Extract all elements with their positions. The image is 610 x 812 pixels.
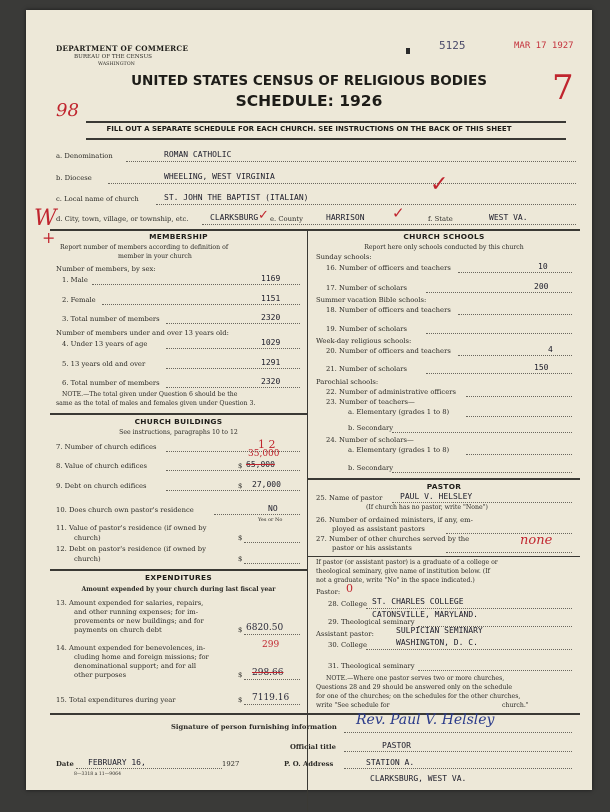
q27-value: none [520,533,553,548]
section-rule [50,713,580,715]
q21-line [426,373,572,374]
received-date-stamp: MAR 17 1927 [514,41,574,51]
q23b-line [392,432,572,433]
schedule-title: SCHEDULE: 1926 [235,92,383,110]
q30-line [366,649,572,650]
section-rule [50,569,307,571]
plus-mark: + [42,228,56,247]
q15-value: 7119.16 [252,693,290,703]
q13-label-2: and other running expenses; for im- [74,608,199,616]
church-name-line [156,204,576,205]
q16-value: 10 [538,262,548,271]
age-label: Number of members under and over 13 years old: [56,329,229,337]
by-sex-label: Number of members, by sex: [56,265,156,273]
form-title: UNITED STATES CENSUS OF RELIGIOUS BODIES [131,73,487,89]
q25-line [392,502,572,503]
po-address-value-2: CLARKSBURG, WEST VA. [370,774,467,783]
q9-value: 27,000 [252,480,281,489]
church-name-value: ST. JOHN THE BAPTIST (ITALIAN) [164,193,309,202]
q13-label: 13. Amount expended for salaries, repairs, [56,599,204,607]
q2-value: 1151 [261,294,281,303]
expenditures-sub: Amount expended by your church during last fiscal year [81,586,276,593]
q19-label: 19. Number of scholars [326,325,408,333]
q13-label-3: provements or new buildings; and for [74,617,204,625]
graduate-note-2: theological seminary, give name of institution below. (If [316,568,490,575]
q20-label: 20. Number of officers and teachers [326,347,451,355]
date-label: Date [56,760,74,768]
q21-value: 150 [534,363,549,372]
q17-value: 200 [534,282,549,291]
dollar-sign: $ [238,462,243,470]
pastor-note: NOTE.—Where one pastor serves two or more churches, [326,675,505,682]
q27-line [446,552,572,553]
q16-label: 16. Number of officers and teachers [326,264,451,272]
date-value: FEBRUARY 16, [88,758,146,767]
membership-intro-2: member in your church [118,253,192,260]
q27-label-2: pastor or his assistants [332,544,412,552]
q9-line [166,490,300,491]
department-name: DEPARTMENT OF COMMERCE [56,44,189,53]
form-number: 8—3318 a 11—9064 [74,772,121,777]
handwritten-98: 98 [56,100,79,121]
graduate-note-3: not a graduate, write "No" in the space indicated.) [316,577,475,584]
q1-label: 1. Male [62,276,88,284]
q7-value: 1 2 [258,438,276,451]
q15-label: 15. Total expenditures during year [56,696,176,704]
q27-label: 27. Number of other churches served by the [316,535,470,543]
q13-line [244,634,300,635]
q8-label: 8. Value of church edifices [56,462,148,470]
q10-label: 10. Does church own pastor's residence [56,506,194,514]
q9-label: 9. Debt on church edifices [56,482,147,490]
expenditures-heading: EXPENDITURES [145,573,212,582]
pastor-heading: PASTOR [426,482,462,491]
diocese-label: b. Diocese [56,174,92,182]
q5-label: 5. 13 years old and over [62,360,146,368]
q20-value: 4 [548,345,553,354]
q18-label: 18. Number of officers and teachers [326,306,451,314]
q23-label: 23. Number of teachers— [326,398,415,406]
q30-value: SULPICIAN SEMINARY [396,626,483,635]
parochial-label: Parochial schools: [316,378,379,386]
po-address-line [344,768,572,769]
q1-line [92,284,300,285]
pastor-note-3: for one of the churches; on the schedules for the other churches, [316,693,521,700]
q14-label-2: cluding home and foreign missions; for [74,653,209,661]
city-line [202,224,576,225]
denomination-label: a. Denomination [56,152,113,160]
dollar-sign: $ [238,671,243,679]
q14-correction: 299 [262,640,280,650]
dollar-sign: $ [238,626,243,634]
q4-value: 1029 [261,338,281,347]
q15-line [244,704,300,705]
q8-line [166,470,300,471]
q21-label: 21. Number of scholars [326,365,408,373]
q26-label: 26. Number of ordained ministers, if any, em- [316,516,473,524]
diocese-line [108,183,576,184]
q5-value: 1291 [261,358,281,367]
q14-label-4: other purposes [74,671,127,679]
city-label: d. City, town, village, or township, etc. [56,215,189,223]
county-value: HARRISON [326,213,365,222]
q23a-label: a. Elementary (grades 1 to 8) [348,408,450,416]
signature-label: Signature of person furnishing information [171,723,337,731]
q14-value: 298.66 [252,668,284,678]
q16-line [458,272,572,273]
q26-line [446,533,572,534]
q6-line [166,387,300,388]
q17-line [426,292,572,293]
q14-line [244,679,300,680]
q23b-label: b. Secondary [348,424,394,432]
sunday-label: Sunday schools: [316,253,372,261]
official-title-line [344,751,572,752]
membership-intro: Report number of members according to definition of [60,244,229,251]
q3-value: 2320 [261,313,281,322]
buildings-heading: CHURCH BUILDINGS [134,417,223,426]
pastor-label: Pastor: [316,588,341,596]
q14-label-3: denominational support; and for all [74,662,197,670]
po-address-label: P. O. Address [284,760,334,768]
yes-no-hint: Yes or No [258,517,283,523]
q20-line [458,355,572,356]
q24a-line [466,454,572,455]
po-address-value: STATION A. [366,758,415,767]
dollar-sign: $ [238,534,243,542]
q5-line [166,368,300,369]
q24-label: 24. Number of scholars— [326,436,414,444]
q25-label: 25. Name of pastor [316,494,383,502]
q8-value: 65,000 [246,460,275,469]
q12-label-2: church) [74,555,101,563]
buildings-sub: See instructions, paragraphs 10 to 12 [119,429,238,436]
q31-line [418,670,572,671]
q14-label: 14. Amount expended for benevolences, in- [56,644,206,652]
section-rule [307,478,580,480]
q24b-line [392,472,572,473]
q24b-label: b. Secondary [348,464,394,472]
check-mark: ✓ [392,204,405,222]
dollar-sign: $ [238,696,243,704]
q11-line [244,542,300,543]
q25-hint: (If church has no pastor, write "None") [366,504,488,511]
q11-label: 11. Value of pastor's residence (if owned by [56,524,207,532]
q3-label: 3. Total number of members [62,315,160,323]
q28-value-2: CATONSVILLE, MARYLAND. [372,610,478,619]
q26-label-2: ployed as assistant pastors [332,525,425,533]
bureau-city: WASHINGTON [98,62,135,67]
q29-label: 29. Theological seminary [328,618,415,626]
official-title-label: Official title [290,743,336,751]
q2-line [102,304,300,305]
q30-label: 30. College [328,641,368,649]
q31-label: 31. Theological seminary [328,662,415,670]
assistant-label: Assistant pastor: [316,630,374,638]
week-day-label: Week-day religious schools: [316,337,412,345]
q25-value: PAUL V. HELSLEY [400,492,473,501]
bureau-name: BUREAU OF THE CENSUS [74,54,153,60]
diocese-value: WHEELING, WEST VIRGINIA [164,172,275,181]
q1-value: 1169 [261,274,281,283]
dollar-sign: $ [238,482,243,490]
date-year: 1927 [222,760,240,768]
instruction-rule [86,138,566,140]
pastor-note-5: church." [502,702,529,709]
instruction-line: FILL OUT A SEPARATE SCHEDULE FOR EACH CHURCH. SEE INSTRUCTIONS ON THE BACK OF THIS SHEET [106,125,512,133]
pastor-note-4: write "See schedule for [316,702,390,709]
state-value: WEST VA. [489,213,528,222]
graduate-note: If pastor (or assistant pastor) is a graduate of a college or [316,559,498,566]
q6-value: 2320 [261,377,281,386]
title-rule [86,121,566,123]
q4-line [166,348,300,349]
q28-value: ST. CHARLES COLLEGE [372,597,464,606]
q22-label: 22. Number of administrative officers [326,388,456,396]
signature-line [344,732,572,733]
state-label: f. State [428,215,453,223]
schools-heading: CHURCH SCHOOLS [403,232,485,241]
q19-line [426,333,572,334]
q30-value-2: WASHINGTON, D. C. [396,638,478,647]
pastor-note-2: Questions 28 and 29 should be answered only on the schedule [316,684,513,691]
county-label: e. County [270,215,303,223]
q11-label-2: church) [74,534,101,542]
q13-value: 6820.50 [246,623,284,633]
summer-label: Summer vacation Bible schools: [316,296,427,304]
q2-label: 2. Female [62,296,96,304]
q22-line [466,396,572,397]
q4-label: 4. Under 13 years of age [62,340,148,348]
schools-intro: Report here only schools conducted by this church [364,244,524,251]
membership-heading: MEMBERSHIP [149,232,208,241]
q6-label: 6. Total number of members [62,379,160,387]
punch-mark [406,48,410,54]
section-rule [50,413,307,415]
census-schedule-form [26,10,592,790]
q12-line [244,563,300,564]
section-rule [307,556,580,557]
membership-note-2: same as the total of males and females given under Question 3. [56,400,256,407]
date-line [76,768,222,769]
q28-label: 28. College [328,600,368,608]
q24a-label: a. Elementary (grades 1 to 8) [348,446,450,454]
city-value: CLARKSBURG [210,213,259,222]
q8-correction: 35,000 [248,449,280,459]
pastor-mark: 0 [346,582,353,595]
handwritten-w: W [34,206,57,231]
q23a-line [466,416,572,417]
denomination-value: ROMAN CATHOLIC [164,150,232,159]
q7-label: 7. Number of church edifices [56,443,157,451]
denomination-line [126,161,576,162]
signature: Rev. Paul V. Helsley [356,712,495,728]
q17-label: 17. Number of scholars [326,284,408,292]
q10-value: NO [268,504,278,513]
q10-line [214,514,300,515]
q18-line [458,314,572,315]
q13-label-4: payments on church debt [74,626,162,634]
stamp-number: 5125 [439,39,466,52]
section-rule [50,229,580,231]
official-title-value: PASTOR [382,741,411,750]
q12-label: 12. Debt on pastor's residence (if owned by [56,545,206,553]
q28-line [366,608,572,609]
check-mark: ✓ [430,172,449,197]
check-mark: ✓ [258,208,269,223]
handwritten-seven: 7 [552,68,574,108]
dollar-sign: $ [238,555,243,563]
membership-note: NOTE.—The total given under Question 6 should be the [62,391,238,398]
q3-line [166,323,300,324]
church-name-label: c. Local name of church [56,195,139,203]
